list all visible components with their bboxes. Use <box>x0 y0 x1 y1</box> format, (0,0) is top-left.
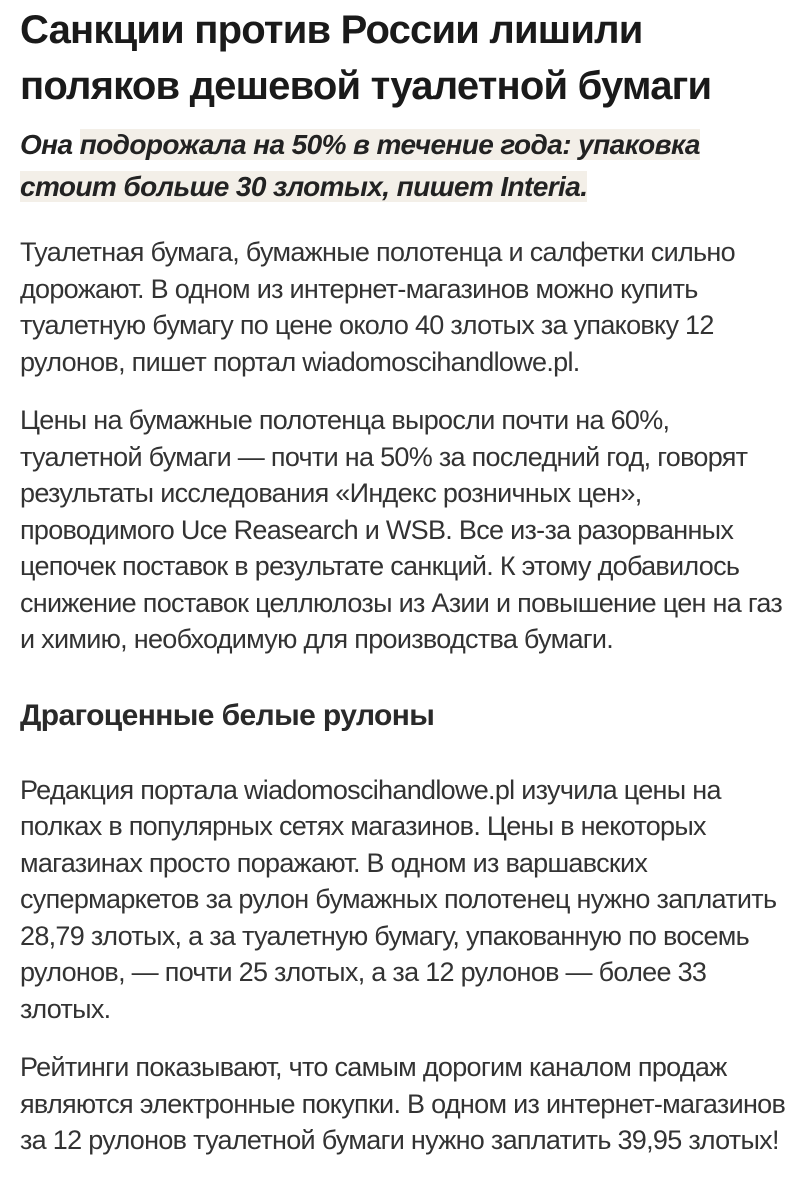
body-paragraph: Цены на бумажные полотенца выросли почти на 60%, туалетной бумаги — почти на 50% за последний год, говорят результаты исследования «Индекс розничных цен», проводимого Uce Reasearch и WSB. Все из-за разорванных цепочек поставок в результате санкций. К этому добавилось снижение поставок целлюлозы из Азии и повышение цен на газ и химию, необходимую для производства бумаги. <box>20 405 783 654</box>
lead-text: Она <box>20 129 80 160</box>
body-paragraph: Редакция портала wiadomoscihandlowe.pl изучила цены на полках в популярных сетях магазинов. Цены в некоторых магазинах просто поражают. В одном из варшавских супермаркетов за рулон бумажных полотенец нужно заплатить 28,79 злотых, а за туалетную бумагу, упакованную по восемь рулонов, — почти 25 злотых, а за 12 рулонов — более 33 злотых. <box>20 774 777 1024</box>
body-paragraph: Туалетная бумага, бумажные полотенца и салфетки сильно дорожают. В одном из интернет-магазинов можно купить туалетную бумагу по цене около 40 злотых за упаковку 12 рулонов, пишет портал wiadomoscihandlowe.pl. <box>20 237 735 377</box>
section-heading: Драгоценные белые рулоны <box>20 698 435 732</box>
article-lead <box>20 124 791 208</box>
article-headline: Санкции против России лишили поляков дешевой туалетной бумаги <box>20 8 712 108</box>
body-paragraph: Рейтинги показывают, что самым дорогим каналом продаж являются электронные покупки. В одном из интернет-магазинов за 12 рулонов туалетной бумаги нужно заплатить 39,95 злотых! <box>20 1052 786 1155</box>
lead-highlighted-text: подорожала на 50% в течение года: упаковка стоит больше 30 злотых, пишет Interia. <box>20 129 700 202</box>
